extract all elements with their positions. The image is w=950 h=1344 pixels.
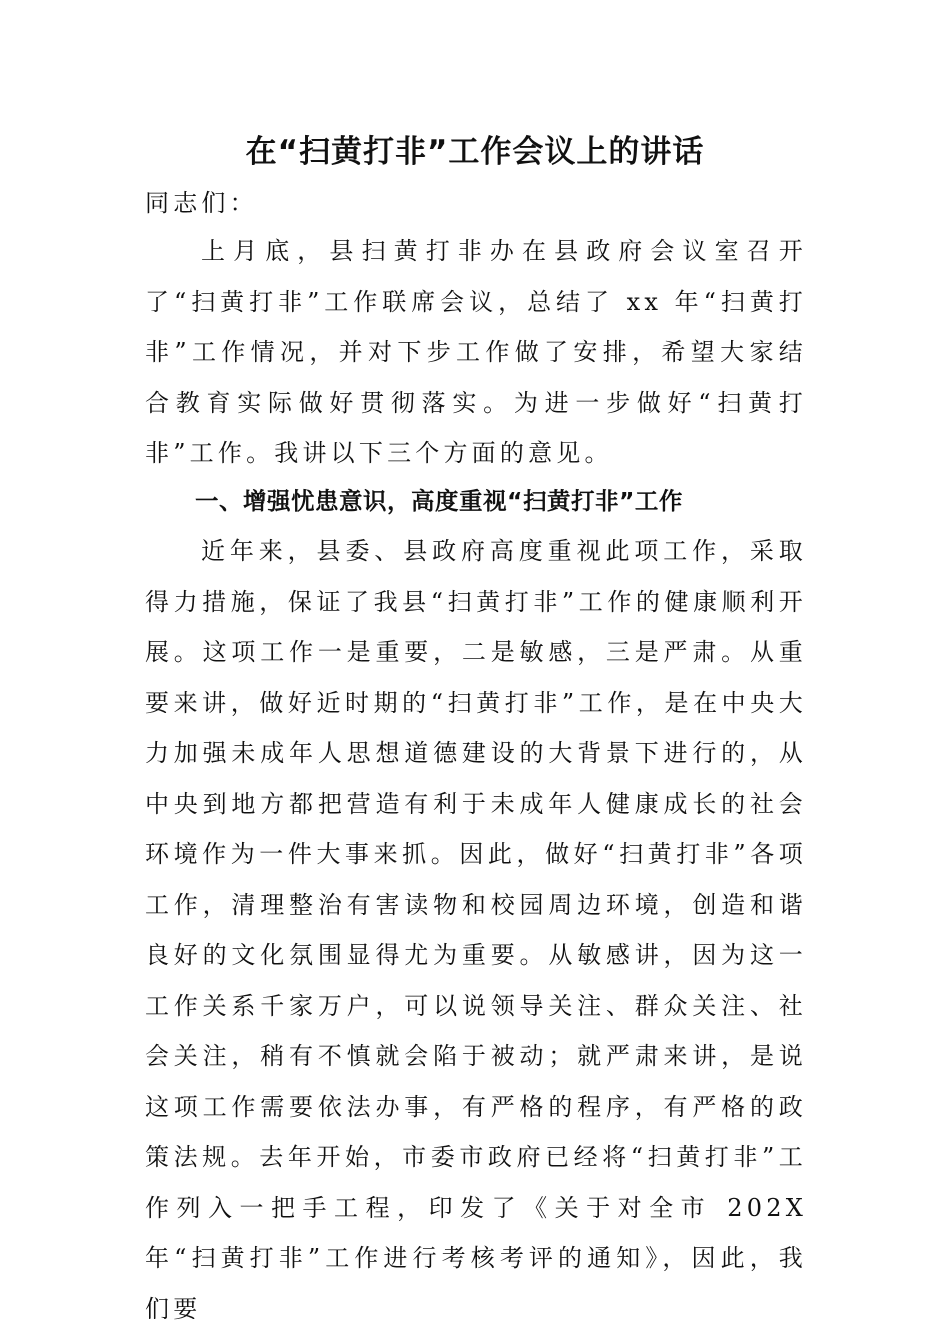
paragraph-section-1: 近年来，县委、县政府高度重视此项工作，采取得力措施，保证了我县“扫黄打非”工作的健康顺利开展。这项工作一是重要，二是敏感，三是严肃。从重要来讲，做好近时期的“扫黄打非”工作，是在中央大力加强未成年人思想道德建设的大背景下进行的，从中央到地方都把营造有利于未成年人健康成长的社会环境作为一件大事来抓。因此，做好“扫黄打非”各项工作，清理整治有害读物和校园周边环境，创造和谐良好的文化氛围显得尤为重要。从敏感讲，因为这一工作关系千家万户，可以说领导关注、群众关注、社会关注，稍有不慎就会陷于被动；就严肃来讲，是说这项工作需要依法办事，有严格的程序，有严格的政策法规。去年开始，市委市政府已经将“扫黄打非”工作列入一把手工程，印发了《关于对全市 202X 年“扫黄打非”工作进行考核考评的通知》，因此，我们要	[145, 537, 807, 1323]
document-title: 在“扫黄打非”工作会议上的讲话	[245, 134, 705, 170]
paragraph-intro: 上月底，县扫黄打非办在县政府会议室召开了“扫黄打非”工作联席会议，总结了 xx 年“扫黄打非”工作情况，并对下步工作做了安排，希望大家结合教育实际做好贯彻落实。为进一步做好“扫黄打非”工作。我讲以下三个方面的意见。	[145, 237, 807, 467]
salutation: 同志们：	[145, 189, 258, 217]
section-heading-1: 一、增强忧患意识，高度重视“扫黄打非”工作	[195, 487, 683, 515]
